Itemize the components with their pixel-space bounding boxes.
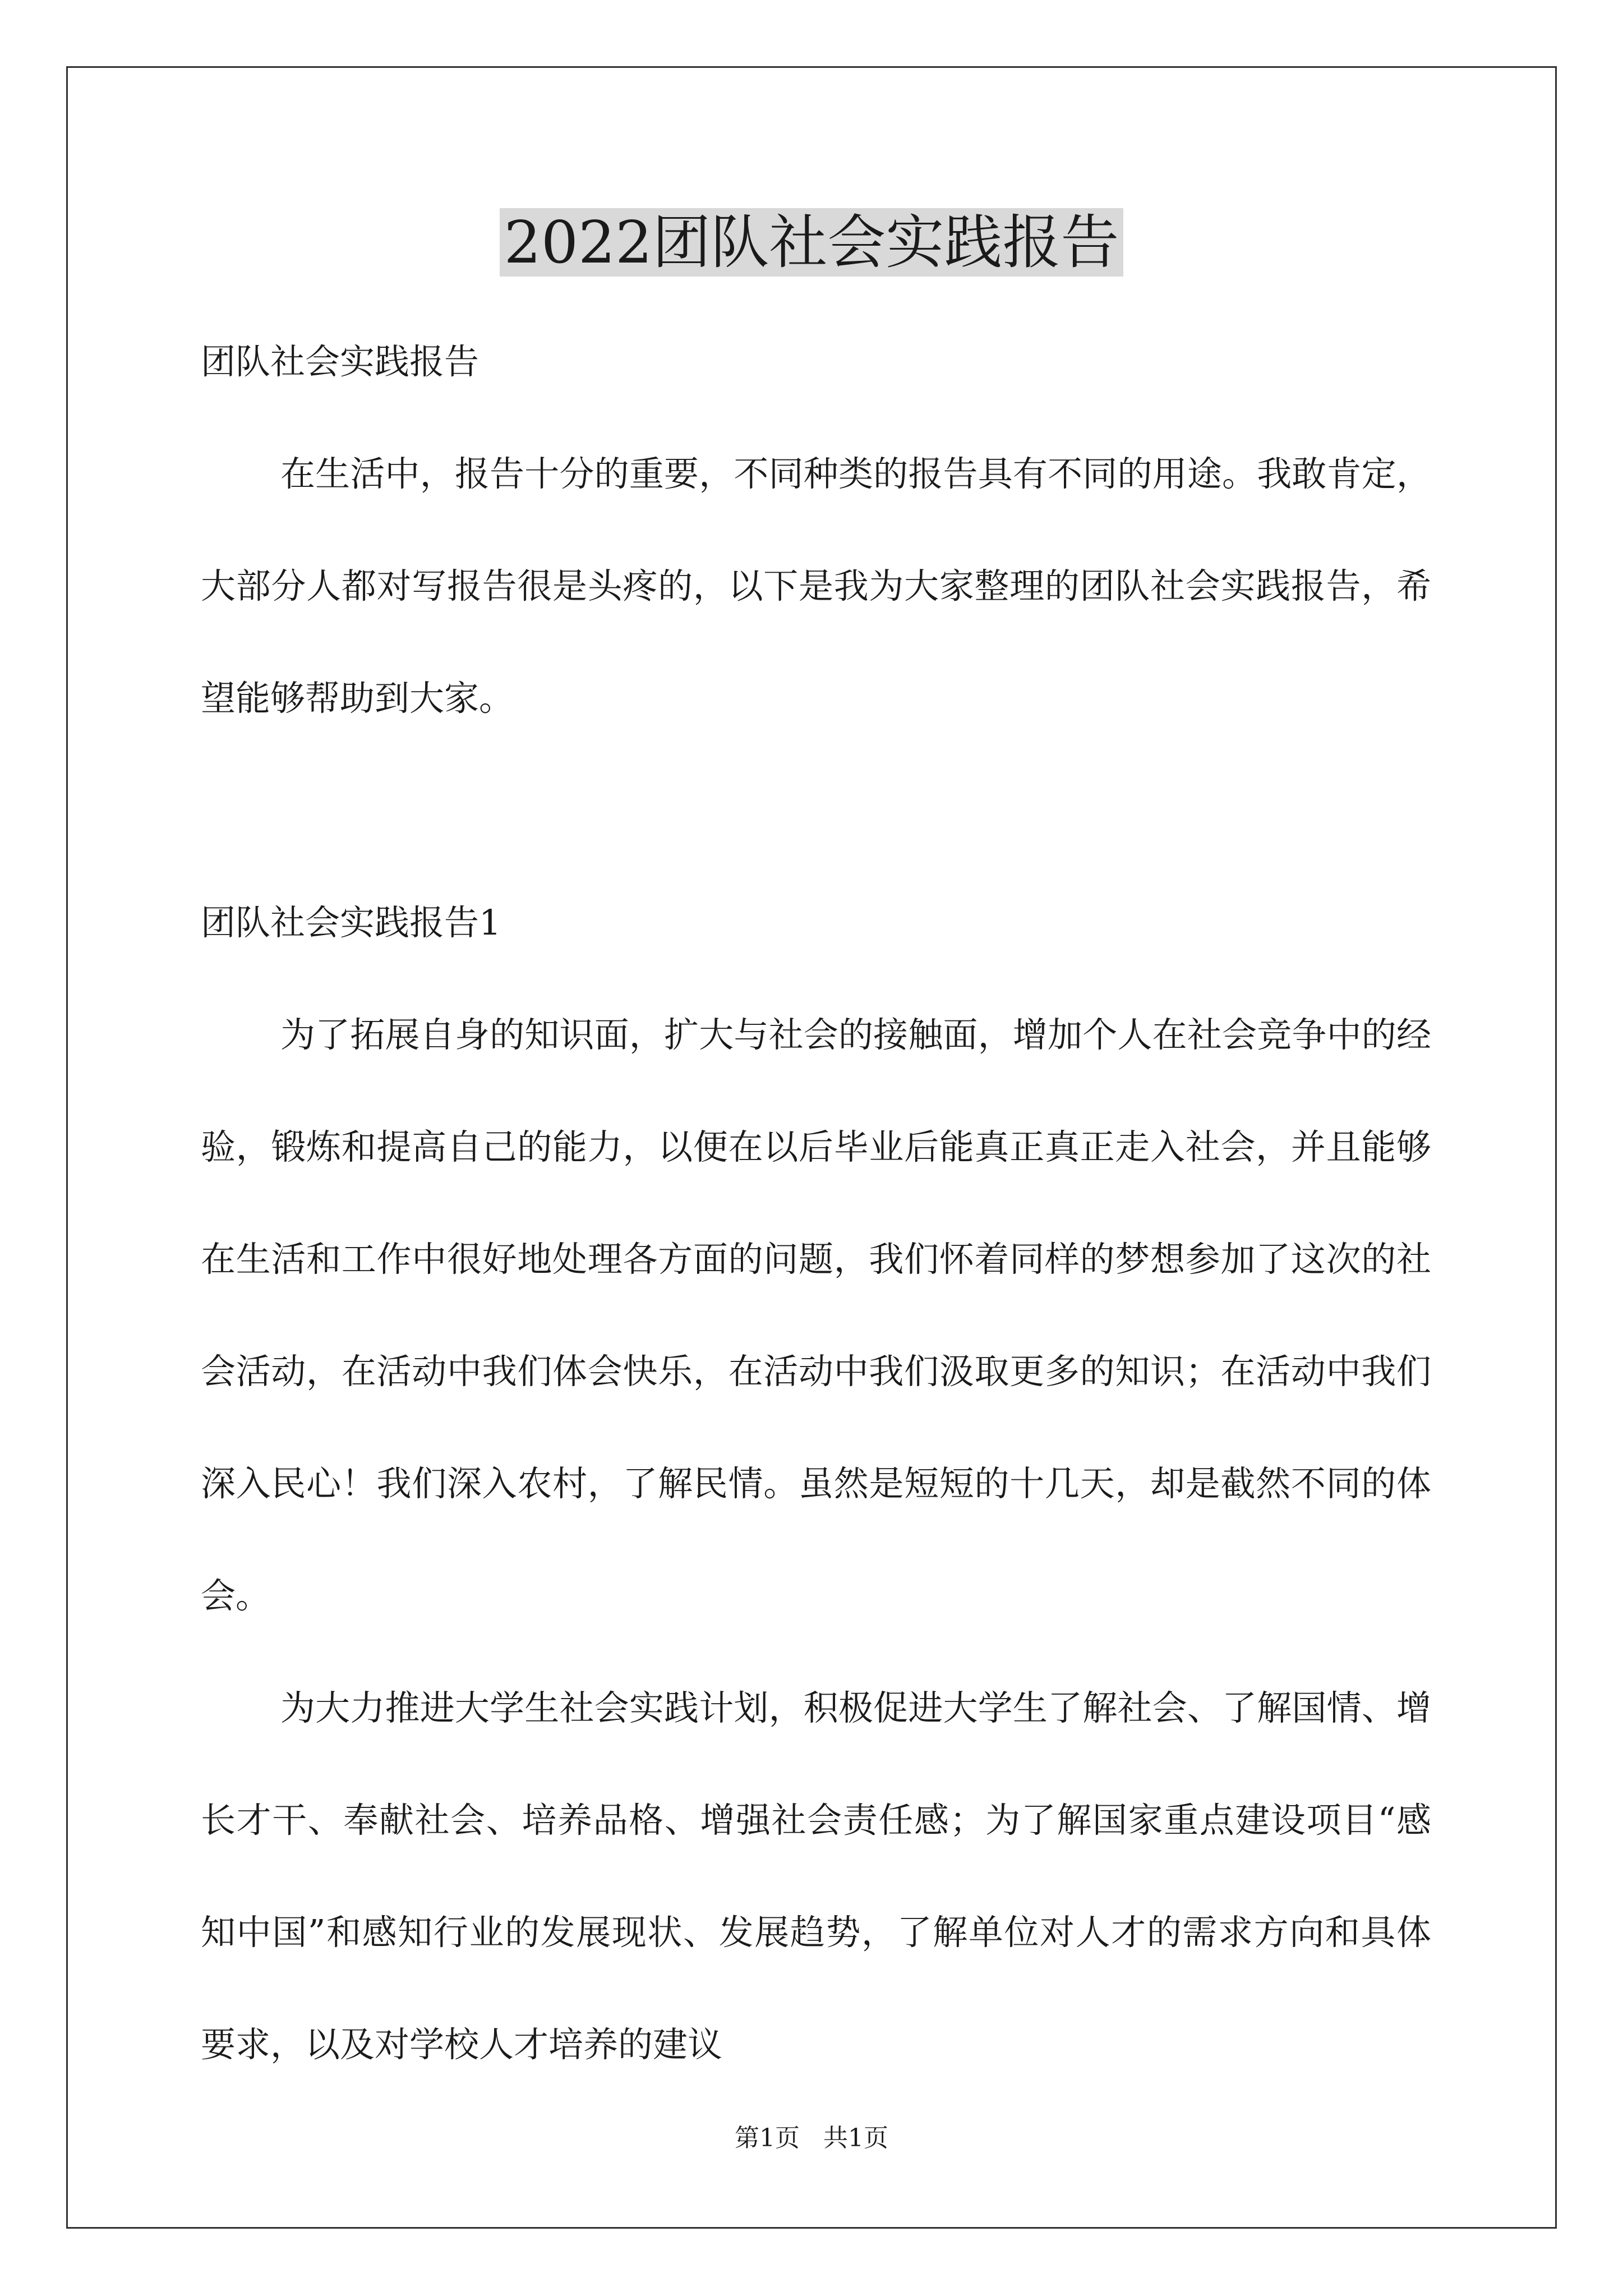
document-title (0, 203, 1623, 282)
document-body (201, 306, 1431, 2101)
document-subtitle: 团队社会实践报告 (201, 341, 479, 382)
body-paragraph: 为大力推进大学生社会实践计划，积极促进大学生了解社会、了解国情、增长才干、奉献社会、培养品格、增强社会责任感；为了解国家重点建设项目“感知中国”和感知行业的发展现状、发展趋势，了解单位对人才的需求方向和具体要求，以及对学校人才培养的建议 (201, 1687, 1431, 2065)
document-title-text: 2022团队社会实践报告 (500, 208, 1124, 277)
section-spacer (201, 754, 1431, 867)
page-footer: 第1页 共1页 (735, 2124, 888, 2152)
section-heading: 团队社会实践报告1 (201, 902, 501, 943)
body-paragraph: 为了拓展自身的知识面，扩大与社会的接触面，增加个人在社会竞争中的经验，锻炼和提高自己的能力，以便在以后毕业后能真正真正走入社会，并且能够在生活和工作中很好地处理各方面的问题，我们怀着同样的梦想参加了这次的社会活动，在活动中我们体会快乐，在活动中我们汲取更多的知识；在活动中我们深入民心！我们深入农村，了解民情。虽然是短短的十几天，却是截然不同的体会。 (201, 1014, 1431, 1616)
intro-paragraph: 在生活中，报告十分的重要，不同种类的报告具有不同的用途。我敢肯定，大部分人都对写报告很是头疼的，以下是我为大家整理的团队社会实践报告，希望能够帮助到大家。 (201, 453, 1431, 719)
